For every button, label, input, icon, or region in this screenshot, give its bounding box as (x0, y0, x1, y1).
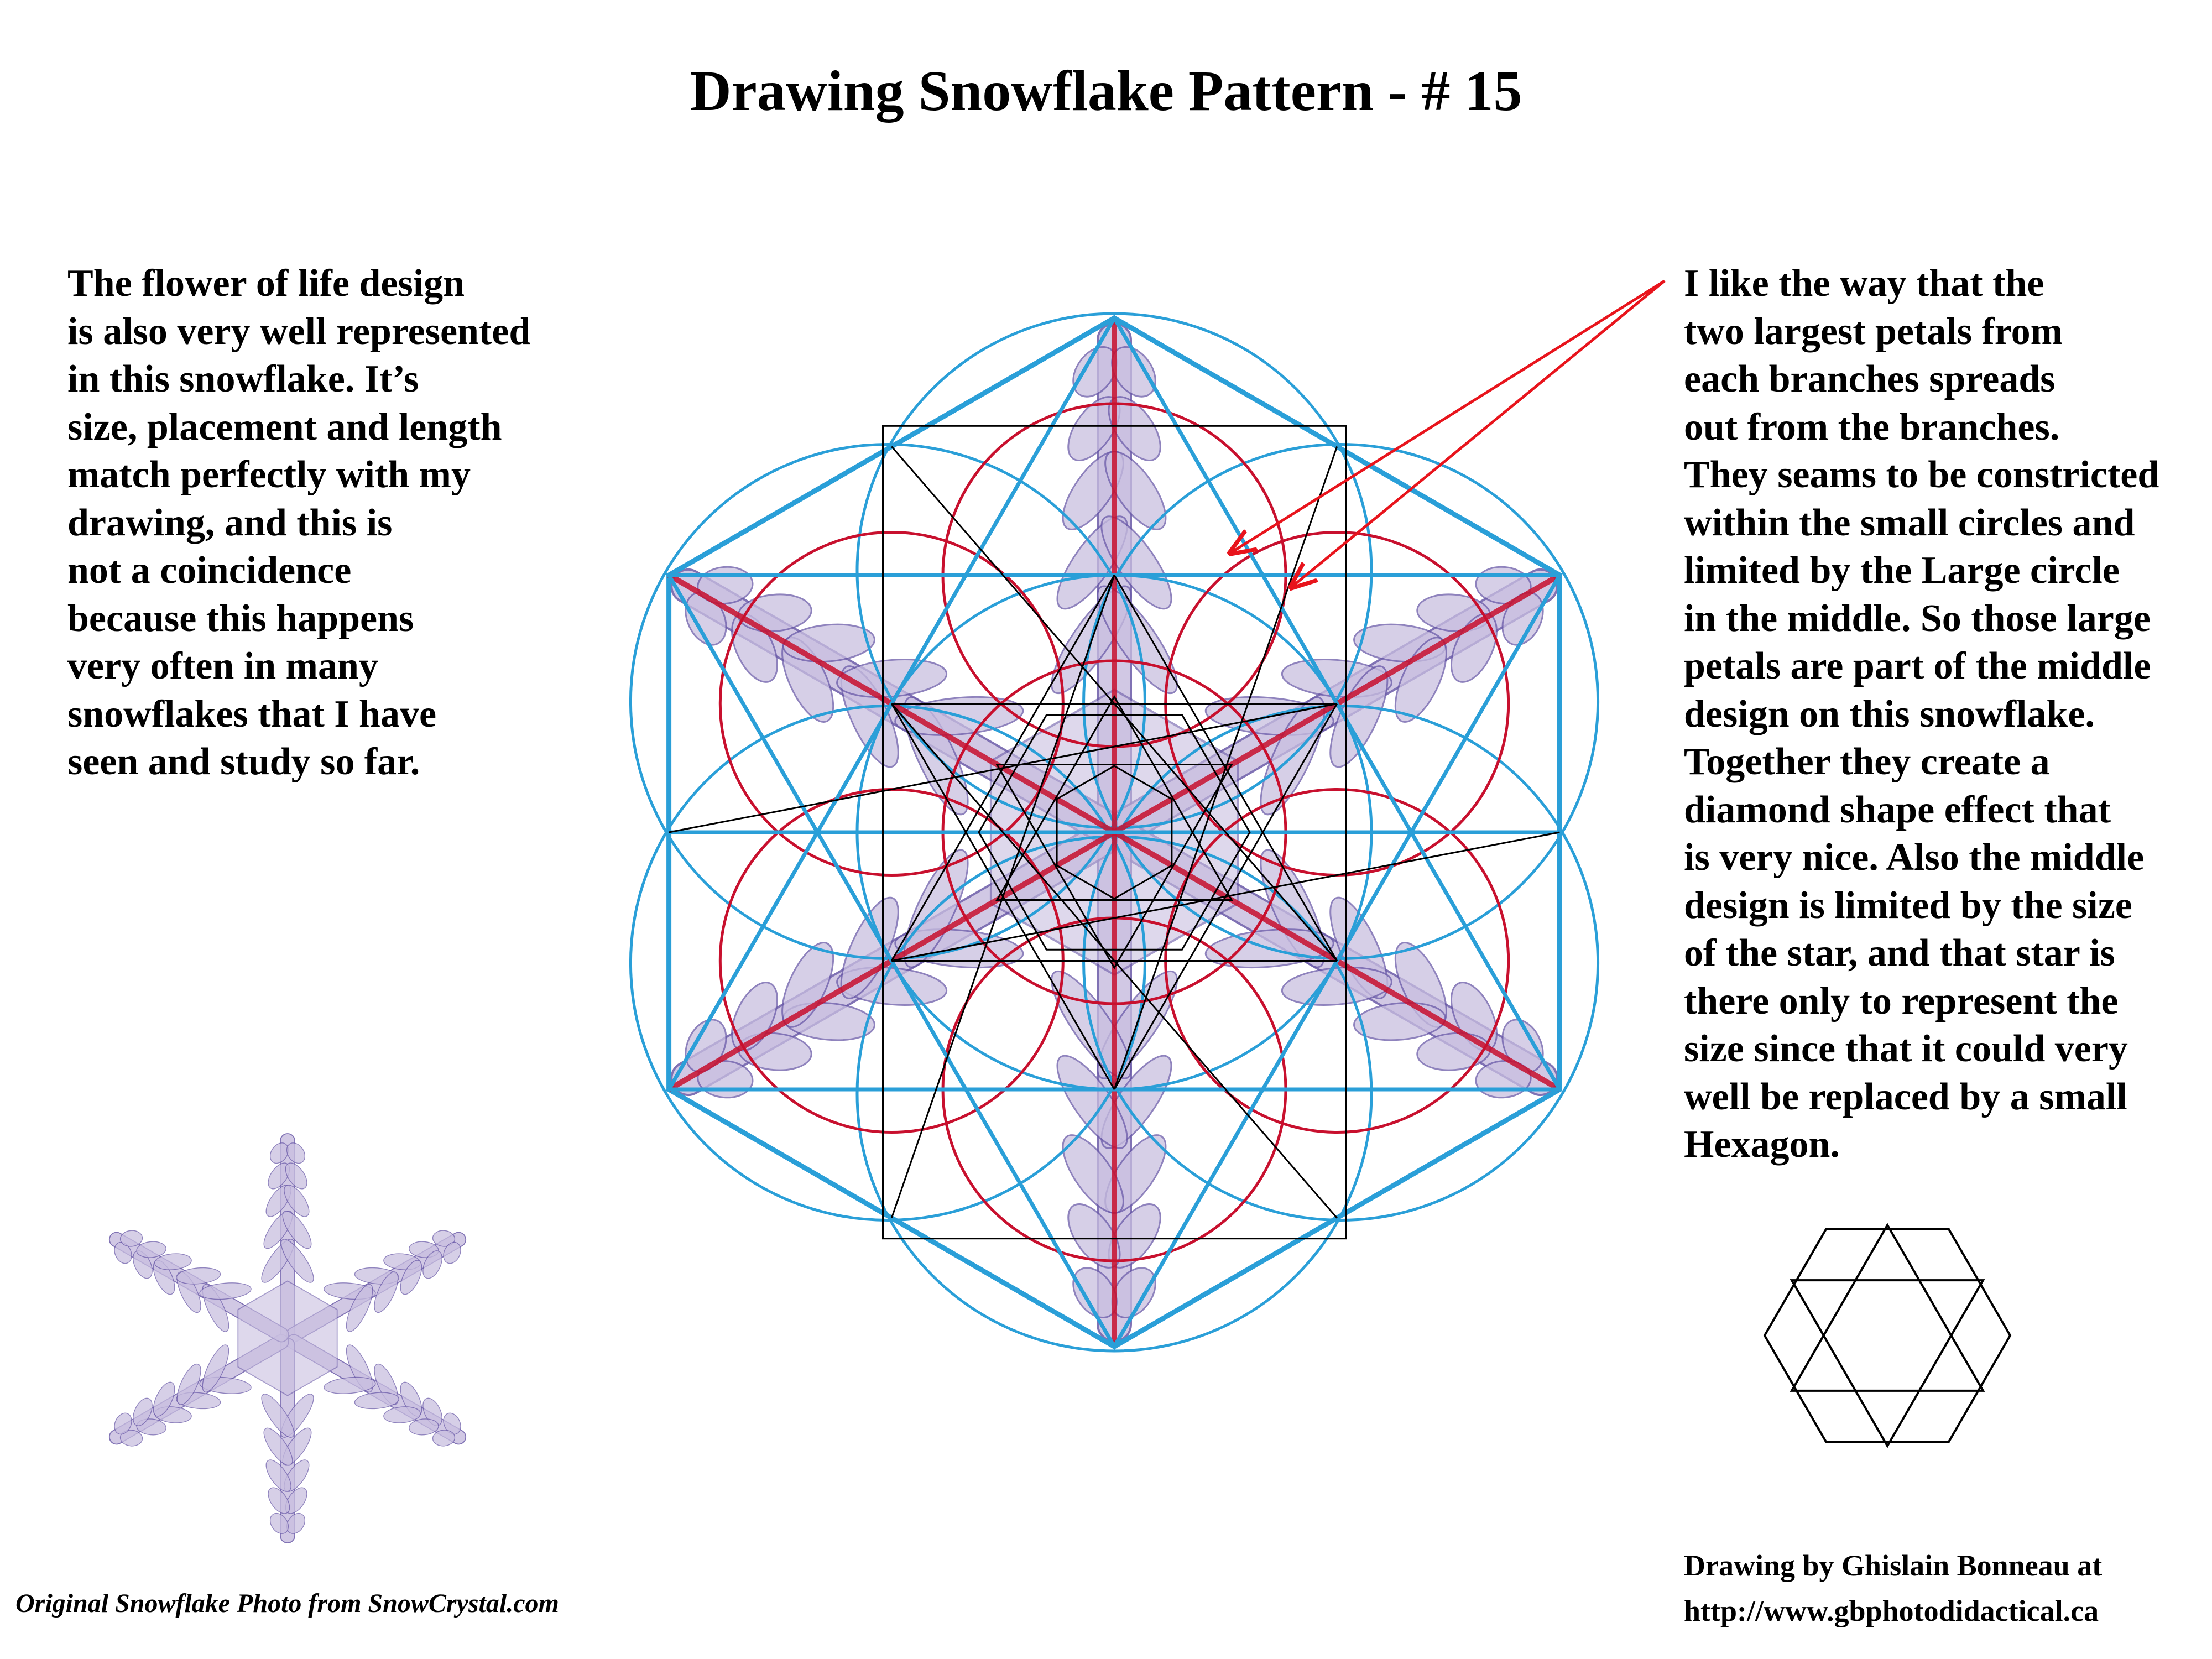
original-snowflake-photo (95, 1134, 481, 1543)
right-line: diamond shape effect that (1684, 788, 2111, 831)
left-line: very often in many (67, 645, 378, 687)
small-hexagon-star-diagram (1765, 1225, 2010, 1446)
callout-arrows (1230, 281, 1665, 587)
right-line: Together they create a (1684, 740, 2050, 783)
credit-author: Drawing by Ghislain Bonneau at (1684, 1549, 2103, 1582)
left-line: match perfectly with my (67, 453, 471, 496)
crystal-branch (1353, 999, 1447, 1044)
right-line: Hexagon. (1684, 1123, 1840, 1166)
right-line: in the middle. So those large (1684, 597, 2151, 640)
page-title: Drawing Snowflake Pattern - # 15 (690, 59, 1522, 123)
photo-credit: Original Snowflake Photo from SnowCrystal.com (15, 1589, 559, 1618)
right-line: out from the branches. (1684, 405, 2060, 448)
right-line: within the small circles and (1684, 501, 2135, 544)
left-line: is also very well represented (67, 310, 531, 353)
small-star-triangle (1792, 1280, 1983, 1446)
left-line: not a coincidence (67, 549, 352, 592)
left-line: seen and study so far. (67, 740, 420, 783)
right-line: size since that it could very (1684, 1027, 2128, 1070)
right-line: well be replaced by a small (1684, 1075, 2127, 1118)
right-line: petals are part of the middle (1684, 645, 2151, 687)
right-line: each branches spreads (1684, 358, 2056, 400)
crystal-branch (737, 592, 813, 634)
right-line: limited by the Large circle (1684, 549, 2120, 592)
left-line: snowflakes that I have (67, 692, 437, 735)
right-line: design is limited by the size (1684, 884, 2132, 927)
photo-crystal-center-plate (238, 1281, 337, 1395)
right-line: of the star, and that star is (1684, 932, 2115, 974)
crystal-branch (1416, 1030, 1492, 1073)
right-line: two largest petals from (1684, 310, 2063, 353)
left-line: in this snowflake. It’s (67, 358, 419, 400)
left-line: size, placement and length (67, 405, 502, 448)
small-hexagon (1765, 1229, 2010, 1442)
small-star-triangle (1792, 1225, 1983, 1391)
left-line: The flower of life design (67, 262, 465, 305)
flower-of-life-geometry (630, 314, 1598, 1351)
right-line: there only to represent the (1684, 979, 2119, 1022)
right-line: is very nice. Also the middle (1684, 836, 2145, 879)
left-line: because this happens (67, 597, 414, 640)
left-line: drawing, and this is (67, 501, 393, 544)
credit-url[interactable]: http://www.gbphotodidactical.ca (1684, 1594, 2099, 1627)
callout-arrow (1291, 281, 1665, 587)
right-line: They seams to be constricted (1684, 453, 2159, 496)
crystal-branch (782, 621, 877, 665)
right-line: I like the way that the (1684, 262, 2044, 305)
right-line: design on this snowflake. (1684, 692, 2095, 735)
